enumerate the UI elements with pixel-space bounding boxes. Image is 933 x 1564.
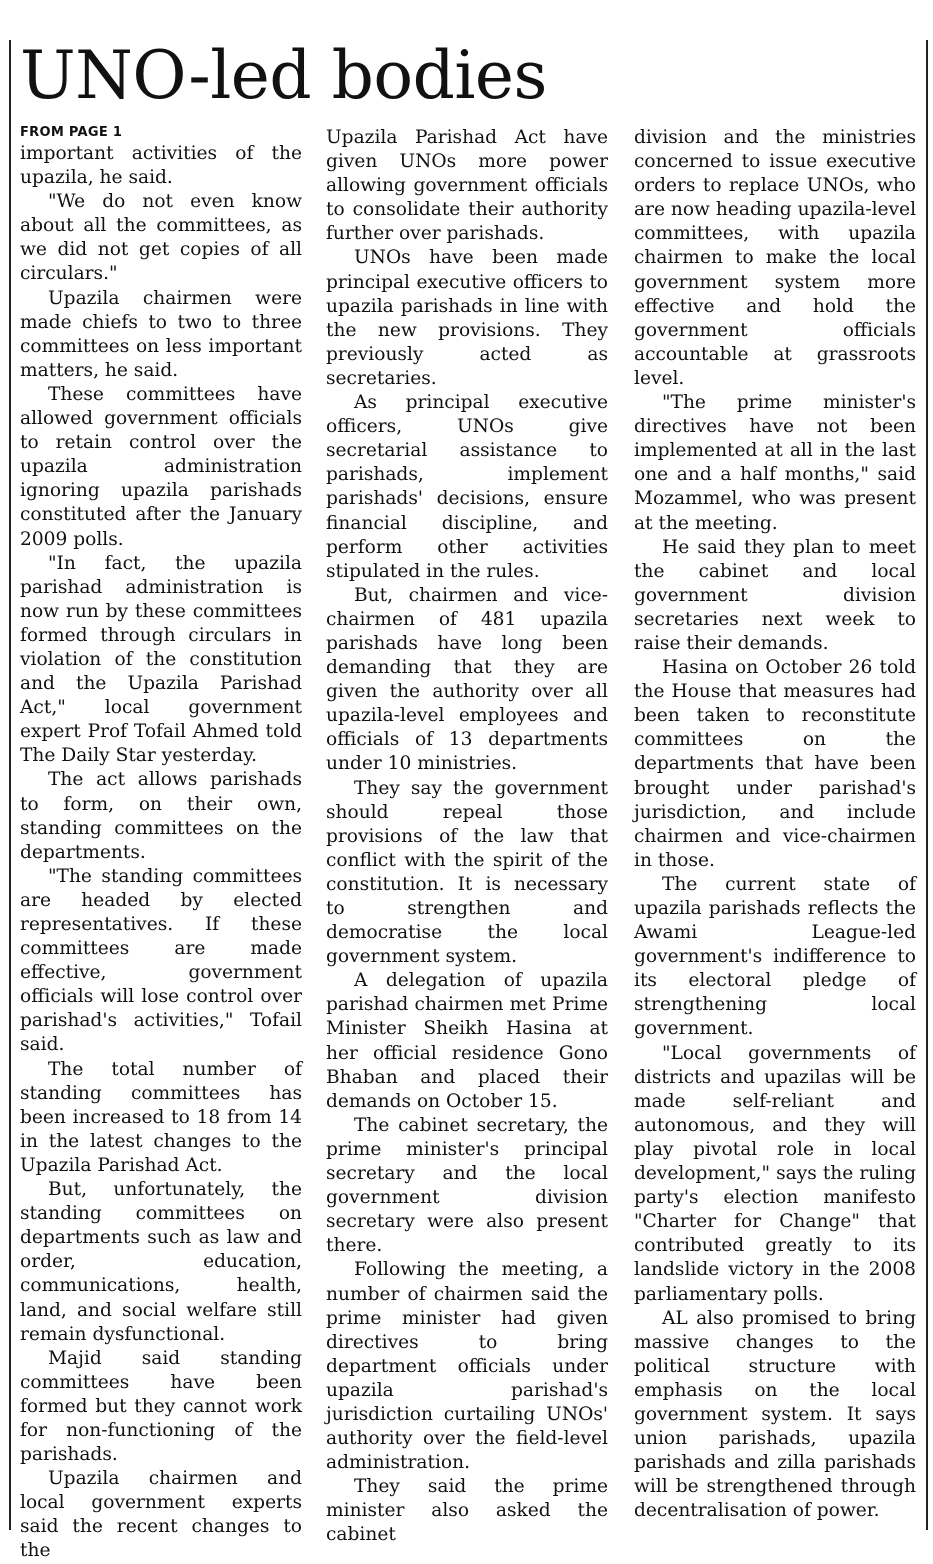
- paragraph: division and the ministries concerned to issue executive orders to replace UNOs, who are now heading upazila-level committees, with upazila chairmen to make the local government system more effective and hold the government officials accountable at grassroots level.: [634, 127, 917, 389]
- paragraph: The act allows parishads to form, on their own, standing committees on the departments.: [20, 769, 302, 863]
- right-column-rule: [926, 40, 928, 1530]
- paragraph: The total number of standing committees has been increased to 18 from 14 in the latest changes to the Upazila Parishad Act.: [20, 1058, 302, 1176]
- paragraph: The current state of upazila parishads reflects the Awami League-led government's indifference to its electoral pledge of strengthening local government.: [634, 873, 916, 1040]
- paragraph: They said the prime minister also asked the cabinet: [326, 1476, 608, 1546]
- article-column-2: [326, 126, 608, 1546]
- article-column-3: [634, 126, 916, 1531]
- article-column-1: [20, 124, 302, 1562]
- paragraph: The cabinet secretary, the prime minister's principal secretary and the local government division secretary were also present there.: [326, 1114, 608, 1257]
- paragraph: "The standing committees are headed by elected representatives. If these committees are made effective, government officials will lose control over parishad's activities," Tofail said.: [20, 865, 302, 1056]
- paragraph: They say the government should repeal those provisions of the law that conflict with the spirit of the constitution. It is necessary to strengthen and democratise the local government system.: [326, 777, 608, 968]
- continuation-kicker: FROM PAGE 1: [20, 125, 123, 140]
- paragraph: "We do not even know about all the committees, as we did not get copies of all circulars.": [20, 191, 302, 285]
- paragraph: But, unfortunately, the standing committees on departments such as law and order, education, communications, health, land, and social welfare still remain dysfunctional.: [20, 1179, 302, 1345]
- paragraph: AL also promised to bring massive changes to the political structure with emphasis on the local government system. It says union parishads, upazila parishads and zilla parishads will be strengthened through decentralisation of power.: [634, 1307, 916, 1522]
- paragraph: "In fact, the upazila parishad administration is now run by these committees formed through circulars in violation of the constitution and the Upazila Parishad Act," local government expert Prof Tofail Ahmed told The Daily Star yesterday.: [20, 552, 302, 767]
- paragraph: Upazila chairmen were made chiefs to two to three committees on less important matters, he said.: [20, 287, 302, 381]
- paragraph: Hasina on October 26 told the House that measures had been taken to reconstitute committees on the departments that have been brought under parishad's jurisdiction, and include chairmen and vice-chairmen in those.: [634, 657, 916, 871]
- left-column-rule: [9, 40, 11, 1530]
- paragraph: These committees have allowed government officials to retain control over the upazila administration ignoring upazila parishads constituted after the January 2009 polls.: [20, 383, 302, 550]
- headline: UNO-led bodies: [20, 37, 547, 114]
- paragraph: "The prime minister's directives have not been implemented at all in the last one and a half months," said Mozammel, who was present at the meeting.: [634, 392, 916, 534]
- paragraph: As principal executive officers, UNOs give secretarial assistance to parishads, implement parishads' decisions, ensure financial discipline, and perform other activities stipulated in the rules.: [326, 392, 608, 582]
- paragraph: Upazila Parishad Act have given UNOs more power allowing government officials to consolidate their authority further over parishads.: [326, 127, 608, 245]
- paragraph: Upazila chairmen and local government experts said the recent changes to the: [20, 1468, 302, 1562]
- paragraph: He said they plan to meet the cabinet and local government division secretaries next week to raise their demands.: [634, 536, 916, 654]
- paragraph: A delegation of upazila parishad chairmen met Prime Minister Sheikh Hasina at her official residence Gono Bhaban and placed their demands on October 15.: [326, 970, 608, 1112]
- paragraph: "Local governments of districts and upazilas will be made self-reliant and autonomous, and they will play pivotal role in local development," says the ruling party's election manifesto "Charter for Change" that contributed greatly to its landslide victory in the 2008 parliamentary polls.: [634, 1042, 916, 1305]
- paragraph: But, chairmen and vice-chairmen of 481 upazila parishads have long been demanding that they are given the authority over all upazila-level employees and officials of 13 departments under 10 ministries.: [326, 584, 608, 775]
- paragraph: Following the meeting, a number of chairmen said the prime minister had given directives to bring department officials under upazila parishad's jurisdiction curtailing UNOs' authority over the field-level administration.: [326, 1259, 608, 1474]
- paragraph: Majid said standing committees have been formed but they cannot work for non-functioning of the parishads.: [20, 1347, 302, 1466]
- paragraph: important activities of the upazila, he said.: [20, 143, 302, 189]
- paragraph: UNOs have been made principal executive officers to upazila parishads in line with the new provisions. They previously acted as secretaries.: [326, 247, 608, 389]
